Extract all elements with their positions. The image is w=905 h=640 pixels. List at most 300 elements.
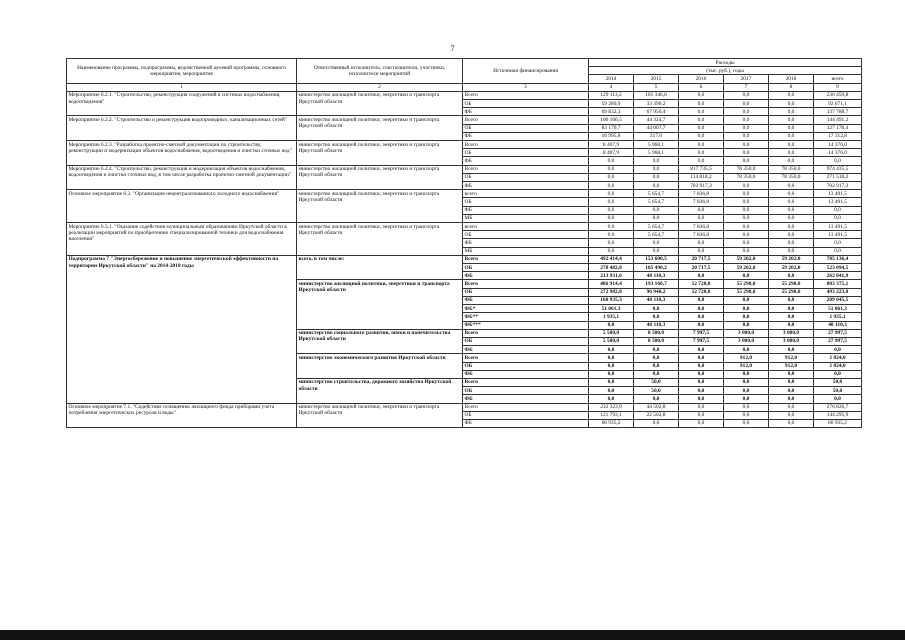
value-cell: 912,0: [724, 362, 769, 370]
value-cell: 14 376,0: [814, 149, 862, 157]
value-cell: 17 312,8: [814, 132, 862, 140]
value-cell: 0,0: [769, 378, 814, 386]
value-cell: 59 202,0: [724, 264, 769, 272]
table-body: [67, 91, 862, 427]
source-cell: МБ: [463, 214, 589, 222]
header-colnum-6: 7: [724, 83, 769, 91]
value-cell: 5 654,7: [634, 231, 679, 239]
value-cell: 7 836,8: [679, 190, 724, 198]
value-cell: 0,0: [814, 157, 862, 165]
source-cell: ФБ: [463, 132, 589, 140]
source-cell: ОБ: [463, 264, 589, 272]
value-cell: 0,0: [814, 370, 862, 378]
value-cell: 0,0: [589, 231, 634, 239]
value-cell: 0,0: [634, 313, 679, 321]
value-cell: 48 110,3: [634, 272, 679, 280]
value-cell: 66 935,2: [814, 419, 862, 427]
value-cell: 0,0: [679, 247, 724, 255]
source-cell: ОБ: [463, 198, 589, 206]
value-cell: 0,0: [724, 116, 769, 124]
source-cell: ФБ: [463, 182, 589, 190]
value-cell: 0,0: [679, 419, 724, 427]
value-cell: 0,0: [589, 239, 634, 247]
header-colnum-8: 9: [814, 83, 862, 91]
measure-name: Мероприятие 6.2.1. "Строительство, реконструкция сооружений в системах водоснабжения, водоотведения": [67, 91, 297, 116]
executor-name: министерство жилищной политики, энергетики и транспорта Иркутской области: [297, 403, 463, 428]
value-cell: 0,0: [634, 419, 679, 427]
value-cell: 785 136,4: [814, 255, 862, 263]
table-row: [67, 165, 862, 173]
value-cell: 0,0: [724, 378, 769, 386]
value-cell: 0,0: [589, 354, 634, 362]
value-cell: 127 178,4: [814, 124, 862, 132]
value-cell: 0,0: [589, 247, 634, 255]
value-cell: 0,0: [724, 419, 769, 427]
value-cell: 0,0: [724, 296, 769, 304]
value-cell: 0,0: [724, 411, 769, 419]
measure-name: Мероприятие 6.2.2. "Строительство и реконструкция водопроводных, канализационных сетей": [67, 116, 297, 141]
value-cell: 160 935,3: [589, 296, 634, 304]
table-row: [67, 255, 862, 263]
value-cell: 1 824,0: [814, 354, 862, 362]
source-cell: ОБ: [463, 411, 589, 419]
value-cell: 7 997,5: [679, 329, 724, 337]
value-cell: 51 061,3: [814, 305, 862, 313]
value-cell: 13 491,5: [814, 190, 862, 198]
value-cell: 0,0: [769, 141, 814, 149]
source-cell: Всего: [463, 378, 589, 386]
value-cell: 7 836,8: [679, 231, 724, 239]
value-cell: 0,0: [679, 378, 724, 386]
value-cell: 7 836,8: [679, 198, 724, 206]
value-cell: 0,0: [589, 157, 634, 165]
value-cell: 0,0: [679, 91, 724, 99]
header-colnum-0: 1: [67, 83, 297, 91]
executor-name: министерство жилищной политики, энергетики и транспорта Иркутской области: [297, 223, 463, 256]
value-cell: 7 836,8: [679, 223, 724, 231]
value-cell: 0,0: [634, 370, 679, 378]
header-year-4: 2018: [769, 75, 814, 83]
header-executor: Ответственный исполнитель, соисполнители, участники, исполнители мероприятий: [297, 59, 463, 84]
value-cell: 702 917,3: [814, 182, 862, 190]
value-cell: 0,0: [769, 214, 814, 222]
value-cell: 83 170,7: [589, 124, 634, 132]
header-expenses: Расходы: [589, 59, 862, 67]
source-cell: ФБ: [463, 395, 589, 403]
value-cell: 0,0: [679, 387, 724, 395]
value-cell: 0,0: [724, 214, 769, 222]
value-cell: 0,0: [589, 182, 634, 190]
value-cell: 0,0: [769, 231, 814, 239]
value-cell: 44 502,8: [634, 403, 679, 411]
value-cell: 0,0: [769, 149, 814, 157]
value-cell: 0,0: [724, 108, 769, 116]
value-cell: 0,0: [634, 247, 679, 255]
value-cell: 1 935,1: [814, 313, 862, 321]
value-cell: 50,0: [814, 378, 862, 386]
value-cell: 0,0: [724, 124, 769, 132]
page-number: 7: [450, 44, 455, 53]
value-cell: 22 502,8: [634, 411, 679, 419]
header-colnum-1: 2: [297, 83, 463, 91]
value-cell: 0,0: [724, 370, 769, 378]
value-cell: 55 290,0: [724, 280, 769, 288]
value-cell: 0,0: [769, 395, 814, 403]
value-cell: 0,0: [679, 346, 724, 354]
source-cell: Всего: [463, 91, 589, 99]
value-cell: 0,0: [634, 214, 679, 222]
value-cell: 0,0: [769, 100, 814, 108]
header-colnum-4: 5: [634, 83, 679, 91]
value-cell: 129 113,2: [589, 91, 634, 99]
source-cell: МБ: [463, 247, 589, 255]
value-cell: 486 914,4: [589, 280, 634, 288]
value-cell: 493 223,0: [814, 288, 862, 296]
value-cell: 48 110,3: [634, 321, 679, 329]
value-cell: 0,0: [769, 223, 814, 231]
value-cell: 16 995,8: [589, 132, 634, 140]
value-cell: 59 202,0: [724, 255, 769, 263]
value-cell: 271 518,2: [814, 173, 862, 181]
source-cell: ФБ: [463, 108, 589, 116]
value-cell: 0,0: [769, 124, 814, 132]
executor-name: министерство экономического развития Иркутской области: [297, 354, 463, 379]
value-cell: 20 717,5: [679, 255, 724, 263]
value-cell: 0,0: [769, 239, 814, 247]
value-cell: 0,0: [679, 362, 724, 370]
executor-name: министерство жилищной политики, энергетики и транспорта Иркутской области: [297, 165, 463, 190]
value-cell: 0,0: [724, 247, 769, 255]
value-cell: 0,0: [724, 321, 769, 329]
table-row: [67, 141, 862, 149]
value-cell: 50,0: [634, 378, 679, 386]
value-cell: 5 968,1: [634, 141, 679, 149]
value-cell: 105 490,2: [634, 264, 679, 272]
value-cell: 92 671,1: [814, 100, 862, 108]
header-year-2: 2016: [679, 75, 724, 83]
source-cell: ОБ: [463, 288, 589, 296]
value-cell: 0,0: [634, 157, 679, 165]
value-cell: 523 094,5: [814, 264, 862, 272]
value-cell: 912,0: [769, 354, 814, 362]
value-cell: 317,0: [634, 132, 679, 140]
value-cell: 0,0: [634, 305, 679, 313]
table-row: [67, 403, 862, 411]
value-cell: 0,0: [589, 165, 634, 173]
value-cell: 209 045,5: [814, 296, 862, 304]
value-cell: 0,0: [814, 395, 862, 403]
source-cell: ФБ: [463, 206, 589, 214]
value-cell: 0,0: [679, 124, 724, 132]
value-cell: 96 940,2: [634, 288, 679, 296]
source-cell: Всего: [463, 280, 589, 288]
value-cell: 0,0: [634, 395, 679, 403]
value-cell: 0,0: [814, 214, 862, 222]
value-cell: 5 654,7: [634, 190, 679, 198]
source-cell: Всего: [463, 255, 589, 263]
value-cell: 0,0: [769, 313, 814, 321]
value-cell: 8 407,9: [589, 149, 634, 157]
source-cell: ФБ*: [463, 305, 589, 313]
value-cell: 0,0: [724, 149, 769, 157]
value-cell: 0,0: [679, 411, 724, 419]
value-cell: 0,0: [634, 362, 679, 370]
value-cell: 0,0: [769, 346, 814, 354]
executor-name: министерство строительства, дорожного хозяйства Иркутской области: [297, 378, 463, 403]
value-cell: 59 202,0: [769, 255, 814, 263]
value-cell: 78 350,0: [724, 165, 769, 173]
executor-name: министерство социального развития, опеки и попечительства Иркутской области: [297, 329, 463, 354]
source-cell: ФБ**: [463, 313, 589, 321]
value-cell: 0,0: [769, 182, 814, 190]
value-cell: 0,0: [769, 411, 814, 419]
source-cell: Всего: [463, 403, 589, 411]
value-cell: 817 735,5: [679, 165, 724, 173]
source-cell: ФБ: [463, 239, 589, 247]
measure-name: Мероприятие 6.2.4. "Строительство, реконструкция и модернизация объектов водоснабжения, водоотведения и очистки сточных вод, в том числе разработка проектно-сметной документации": [67, 165, 297, 190]
value-cell: 144 295,9: [814, 411, 862, 419]
header-colnum-2: 3: [463, 83, 589, 91]
value-cell: 48 110,3: [814, 321, 862, 329]
value-cell: 12 720,0: [679, 288, 724, 296]
value-cell: 276 826,7: [814, 403, 862, 411]
value-cell: 55 290,0: [769, 288, 814, 296]
value-cell: 0,0: [724, 239, 769, 247]
value-cell: 78 350,0: [769, 165, 814, 173]
measure-name: Мероприятие 6.3.1. "Оказание содействия муниципальным образованиям Иркутской области в реализации мероприятий по приобретению специализированной техники для водоснабжения населения": [67, 223, 297, 256]
value-cell: 0,0: [724, 157, 769, 165]
value-cell: 0,0: [724, 91, 769, 99]
value-cell: 0,0: [679, 305, 724, 313]
value-cell: 0,0: [724, 198, 769, 206]
value-cell: 912,0: [724, 354, 769, 362]
value-cell: 78 350,0: [769, 173, 814, 181]
value-cell: 0,0: [634, 173, 679, 181]
value-cell: 0,0: [679, 354, 724, 362]
value-cell: 59 202,0: [769, 264, 814, 272]
value-cell: 0,0: [769, 419, 814, 427]
value-cell: 0,0: [769, 272, 814, 280]
source-cell: ОБ: [463, 100, 589, 108]
value-cell: 492 414,4: [589, 255, 634, 263]
value-cell: 272 982,8: [589, 288, 634, 296]
value-cell: 67 956,4: [634, 108, 679, 116]
value-cell: 153 600,5: [634, 255, 679, 263]
value-cell: 0,0: [769, 403, 814, 411]
value-cell: 213 931,6: [589, 272, 634, 280]
table-row: [67, 91, 862, 99]
header-column-numbers-row: [67, 83, 862, 91]
value-cell: 0,0: [589, 378, 634, 386]
value-cell: 0,0: [589, 370, 634, 378]
value-cell: 0,0: [724, 206, 769, 214]
value-cell: 0,0: [589, 387, 634, 395]
value-cell: 8 407,9: [589, 141, 634, 149]
source-cell: ОБ: [463, 149, 589, 157]
value-cell: 5 500,0: [589, 337, 634, 345]
value-cell: 0,0: [634, 206, 679, 214]
value-cell: 5 500,0: [589, 329, 634, 337]
value-cell: 114 818,2: [679, 173, 724, 181]
value-cell: 20 717,5: [679, 264, 724, 272]
value-cell: 3 000,0: [769, 329, 814, 337]
value-cell: 13 491,5: [814, 223, 862, 231]
value-cell: 5 654,7: [634, 198, 679, 206]
value-cell: 0,0: [769, 321, 814, 329]
value-cell: 27 997,5: [814, 329, 862, 337]
source-cell: Всего: [463, 116, 589, 124]
value-cell: 1 824,0: [814, 362, 862, 370]
value-cell: 0,0: [589, 198, 634, 206]
source-cell: ФБ: [463, 272, 589, 280]
source-cell: ФБ***: [463, 321, 589, 329]
value-cell: 100 166,5: [589, 116, 634, 124]
source-cell: Всего: [463, 329, 589, 337]
value-cell: 121 793,1: [589, 411, 634, 419]
value-cell: 12 720,0: [679, 280, 724, 288]
value-cell: 0,0: [814, 247, 862, 255]
value-cell: 0,0: [634, 182, 679, 190]
source-cell: ОБ: [463, 337, 589, 345]
header-year-1: 2015: [634, 75, 679, 83]
value-cell: 0,0: [724, 132, 769, 140]
table-row: [67, 190, 862, 198]
header-year-3: 2017: [724, 75, 769, 83]
value-cell: 101 346,6: [634, 91, 679, 99]
value-cell: 3 000,0: [724, 337, 769, 345]
value-cell: 0,0: [724, 395, 769, 403]
value-cell: 0,0: [724, 387, 769, 395]
value-cell: 137 788,7: [814, 108, 862, 116]
value-cell: 0,0: [634, 346, 679, 354]
source-cell: ОБ: [463, 387, 589, 395]
value-cell: 0,0: [769, 108, 814, 116]
value-cell: 48 110,3: [634, 296, 679, 304]
measure-name: Основное мероприятие 7.1. "Содействие оснащению жилищного фонда приборами учета потребления энергетических ресурсов и воды": [67, 403, 297, 428]
value-cell: 0,0: [679, 100, 724, 108]
executor-name: министерство жилищной политики, энергетики и транспорта Иркутской области: [297, 141, 463, 166]
value-cell: 0,0: [814, 346, 862, 354]
source-cell: ФБ: [463, 157, 589, 165]
source-cell: Всего: [463, 165, 589, 173]
value-cell: 0,0: [814, 239, 862, 247]
value-cell: 69 832,3: [589, 108, 634, 116]
measure-name: Мероприятие 6.2.3. "Разработка проектно-сметной документации по строительству, реконструкции и модернизации объектов водоснабжения, водоотведения и очистки сточных вод": [67, 141, 297, 166]
value-cell: 0,0: [769, 190, 814, 198]
value-cell: 0,0: [769, 116, 814, 124]
value-cell: 7 997,5: [679, 337, 724, 345]
value-cell: 0,0: [724, 231, 769, 239]
value-cell: 0,0: [589, 206, 634, 214]
value-cell: 0,0: [679, 403, 724, 411]
value-cell: 0,0: [679, 149, 724, 157]
value-cell: 702 917,3: [679, 182, 724, 190]
value-cell: 0,0: [679, 116, 724, 124]
value-cell: 78 350,0: [724, 173, 769, 181]
value-cell: 0,0: [589, 223, 634, 231]
value-cell: 0,0: [724, 305, 769, 313]
value-cell: 0,0: [679, 108, 724, 116]
value-cell: 0,0: [724, 313, 769, 321]
value-cell: 0,0: [679, 206, 724, 214]
source-cell: всего: [463, 190, 589, 198]
scan-bottom-edge: [0, 630, 905, 640]
source-cell: всего: [463, 223, 589, 231]
value-cell: 0,0: [679, 239, 724, 247]
value-cell: 8 500,0: [634, 329, 679, 337]
header-source: Источники финансирования: [463, 59, 589, 84]
value-cell: 0,0: [769, 132, 814, 140]
header-year-0: 2014: [589, 75, 634, 83]
value-cell: 0,0: [769, 370, 814, 378]
value-cell: 0,0: [589, 214, 634, 222]
value-cell: 0,0: [769, 296, 814, 304]
value-cell: 0,0: [589, 395, 634, 403]
value-cell: 0,0: [679, 370, 724, 378]
value-cell: 51 061,3: [589, 305, 634, 313]
source-cell: ОБ: [463, 362, 589, 370]
source-cell: ОБ: [463, 231, 589, 239]
value-cell: 0,0: [769, 157, 814, 165]
value-cell: 3 000,0: [724, 329, 769, 337]
value-cell: 0,0: [724, 346, 769, 354]
value-cell: 144 491,2: [814, 116, 862, 124]
value-cell: 262 041,9: [814, 272, 862, 280]
value-cell: 0,0: [589, 362, 634, 370]
measure-name: Основное мероприятие 6.3. "Организация нецентрализованного холодного водоснабжения": [67, 190, 297, 223]
value-cell: 59 280,9: [589, 100, 634, 108]
value-cell: 0,0: [724, 100, 769, 108]
value-cell: 8 500,0: [634, 337, 679, 345]
value-cell: 14 376,0: [814, 141, 862, 149]
value-cell: 0,0: [679, 272, 724, 280]
header-unit: (тыс. руб.), годы: [589, 67, 862, 75]
value-cell: 232 323,9: [589, 403, 634, 411]
executor-name: министерство жилищной политики, энергетики и транспорта Иркутской области: [297, 190, 463, 223]
value-cell: 803 375,1: [814, 280, 862, 288]
value-cell: 44 007,7: [634, 124, 679, 132]
value-cell: 0,0: [814, 206, 862, 214]
value-cell: 912,0: [769, 362, 814, 370]
value-cell: 0,0: [679, 395, 724, 403]
header-name: Наименование программы, подпрограммы, ведомственной целевой программы, основного мероприятия, мероприятия: [67, 59, 297, 84]
header-colnum-7: 8: [769, 83, 814, 91]
value-cell: 0,0: [679, 141, 724, 149]
value-cell: 27 997,5: [814, 337, 862, 345]
source-cell: Всего: [463, 141, 589, 149]
value-cell: 0,0: [724, 182, 769, 190]
value-cell: 5 968,1: [634, 149, 679, 157]
value-cell: 193 160,7: [634, 280, 679, 288]
value-cell: 0,0: [589, 173, 634, 181]
value-cell: 0,0: [679, 157, 724, 165]
source-cell: Всего: [463, 354, 589, 362]
value-cell: 0,0: [724, 141, 769, 149]
value-cell: 0,0: [769, 198, 814, 206]
source-cell: ФБ: [463, 346, 589, 354]
subprogram-name: Подпрограмма 7 "Энергосбережение и повышение энергетической эффективности на территории Иркутской области" на 2014-2018 годы: [67, 255, 297, 403]
value-cell: 0,0: [634, 239, 679, 247]
value-cell: 0,0: [769, 247, 814, 255]
executor-name: всего, в том числе:: [297, 255, 463, 280]
budget-table: [66, 58, 862, 428]
header-colnum-3: 4: [589, 83, 634, 91]
value-cell: 50,0: [634, 387, 679, 395]
source-cell: ФБ: [463, 419, 589, 427]
value-cell: 0,0: [589, 346, 634, 354]
budget-table-wrapper: [66, 58, 861, 428]
value-cell: 13 491,5: [814, 231, 862, 239]
